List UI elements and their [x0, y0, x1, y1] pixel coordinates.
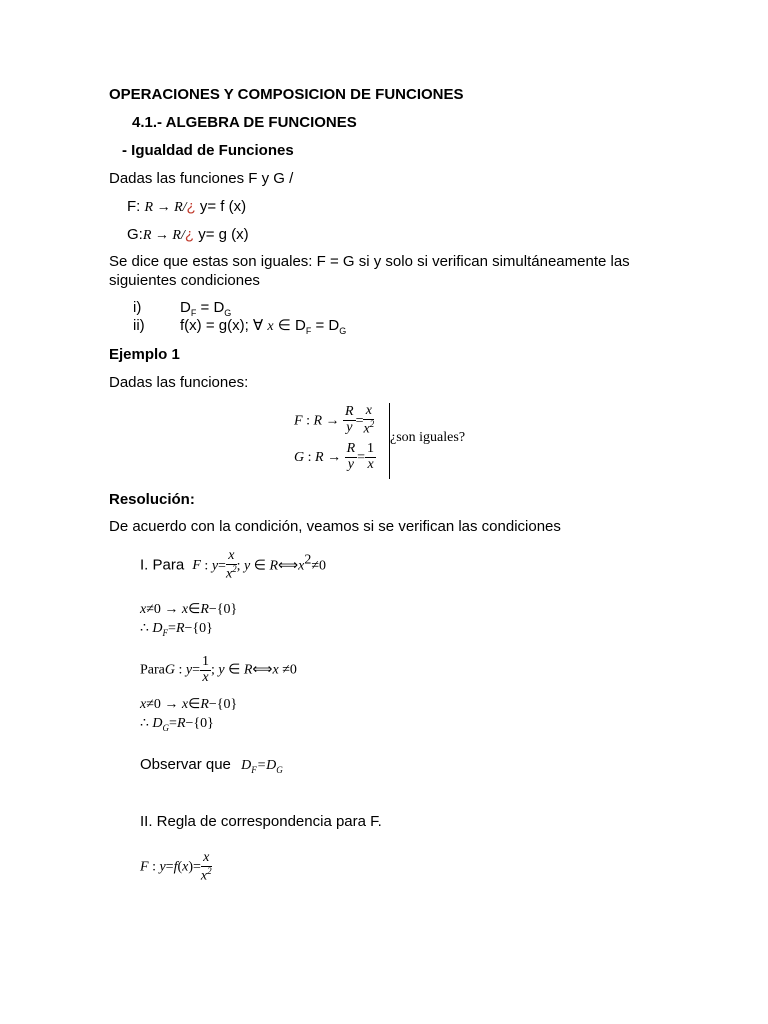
g-definition: G:R → R/¿ y= g (x) — [127, 226, 249, 243]
rule-f-equation: F : y=f(x)= $\frac{x}{x^2}$ — [140, 850, 212, 884]
f-mark: ¿ — [186, 198, 196, 215]
resolution-title: Resolución: — [109, 491, 195, 508]
f-rule: y= f (x) — [199, 198, 247, 215]
example-title: Ejemplo 1 — [109, 346, 180, 363]
section-heading: 4.1.- ALGEBRA DE FUNCIONES — [132, 114, 357, 131]
g-mapping: R → R — [142, 228, 181, 243]
g-mark: ¿ — [184, 226, 195, 243]
f-definition: F: R → R/¿ y= f (x) — [127, 198, 247, 215]
part2-label: II. Regla de correspondencia para F. — [140, 813, 382, 830]
domain-f-result: ∴ $D_F=R-\{0\}$ — [140, 621, 213, 638]
domain-f-step1: x≠0 → x∈R−{0} — [140, 602, 238, 617]
question-text: ¿son iguales? — [390, 430, 466, 445]
domain-g-result: ∴ $D_G=R-\{0\}$ — [140, 716, 214, 733]
observe-label: Observar que — [140, 756, 231, 773]
cond-ii-number: ii) — [133, 317, 145, 334]
document-title: OPERACIONES Y COMPOSICION DE FUNCIONES — [109, 86, 464, 103]
domain-g-step1: x≠0 → x∈R−{0} — [140, 697, 238, 712]
part1-line: I. Para F : y= $\frac{x}{x^2}$ ; y ∈ $R⟺x^2\ne 0$ — [140, 548, 327, 582]
f-mapping: R → R — [144, 200, 183, 215]
cond-ii-text: f(x) = g(x); ∀ x ∈ $D_F = D_G$ — [180, 317, 347, 336]
intro-text: Dadas las funciones F y G / — [109, 170, 294, 187]
part1-label: I. Para — [140, 556, 185, 574]
f-label: F: — [127, 198, 141, 215]
cond-i-text: $D_F = D_G$ — [180, 299, 232, 318]
condition-text-line2: siguientes condiciones — [109, 272, 260, 289]
g-rule: y= g (x) — [198, 226, 249, 243]
cond-i-number: i) — [133, 299, 142, 316]
condition-text-line1: Se dice que estas son iguales: F = G si y solo si verifican simultáneamente las — [109, 253, 630, 270]
g-label: G: — [127, 226, 143, 243]
para-g-line: ParaG : y= $\frac{1}{x}$ ; y ∈ R⟺x ≠0 — [140, 654, 297, 685]
subsection-heading: - Igualdad de Funciones — [122, 142, 294, 159]
observe-line: Observar que $D_F=D_G$ — [140, 756, 283, 775]
function-g-equation: G : R → $\frac{R}{y}$ = $\frac{1}{x}$ — [294, 441, 375, 472]
resolution-text: De acuerdo con la condición, veamos si se verifican las condiciones — [109, 518, 561, 535]
function-f-equation: F : R → $\frac{R}{y}$ = $\frac{x}{x^2}$ — [294, 403, 375, 437]
example-intro: Dadas las funciones: — [109, 374, 249, 391]
para-g-label: Para — [140, 662, 165, 678]
